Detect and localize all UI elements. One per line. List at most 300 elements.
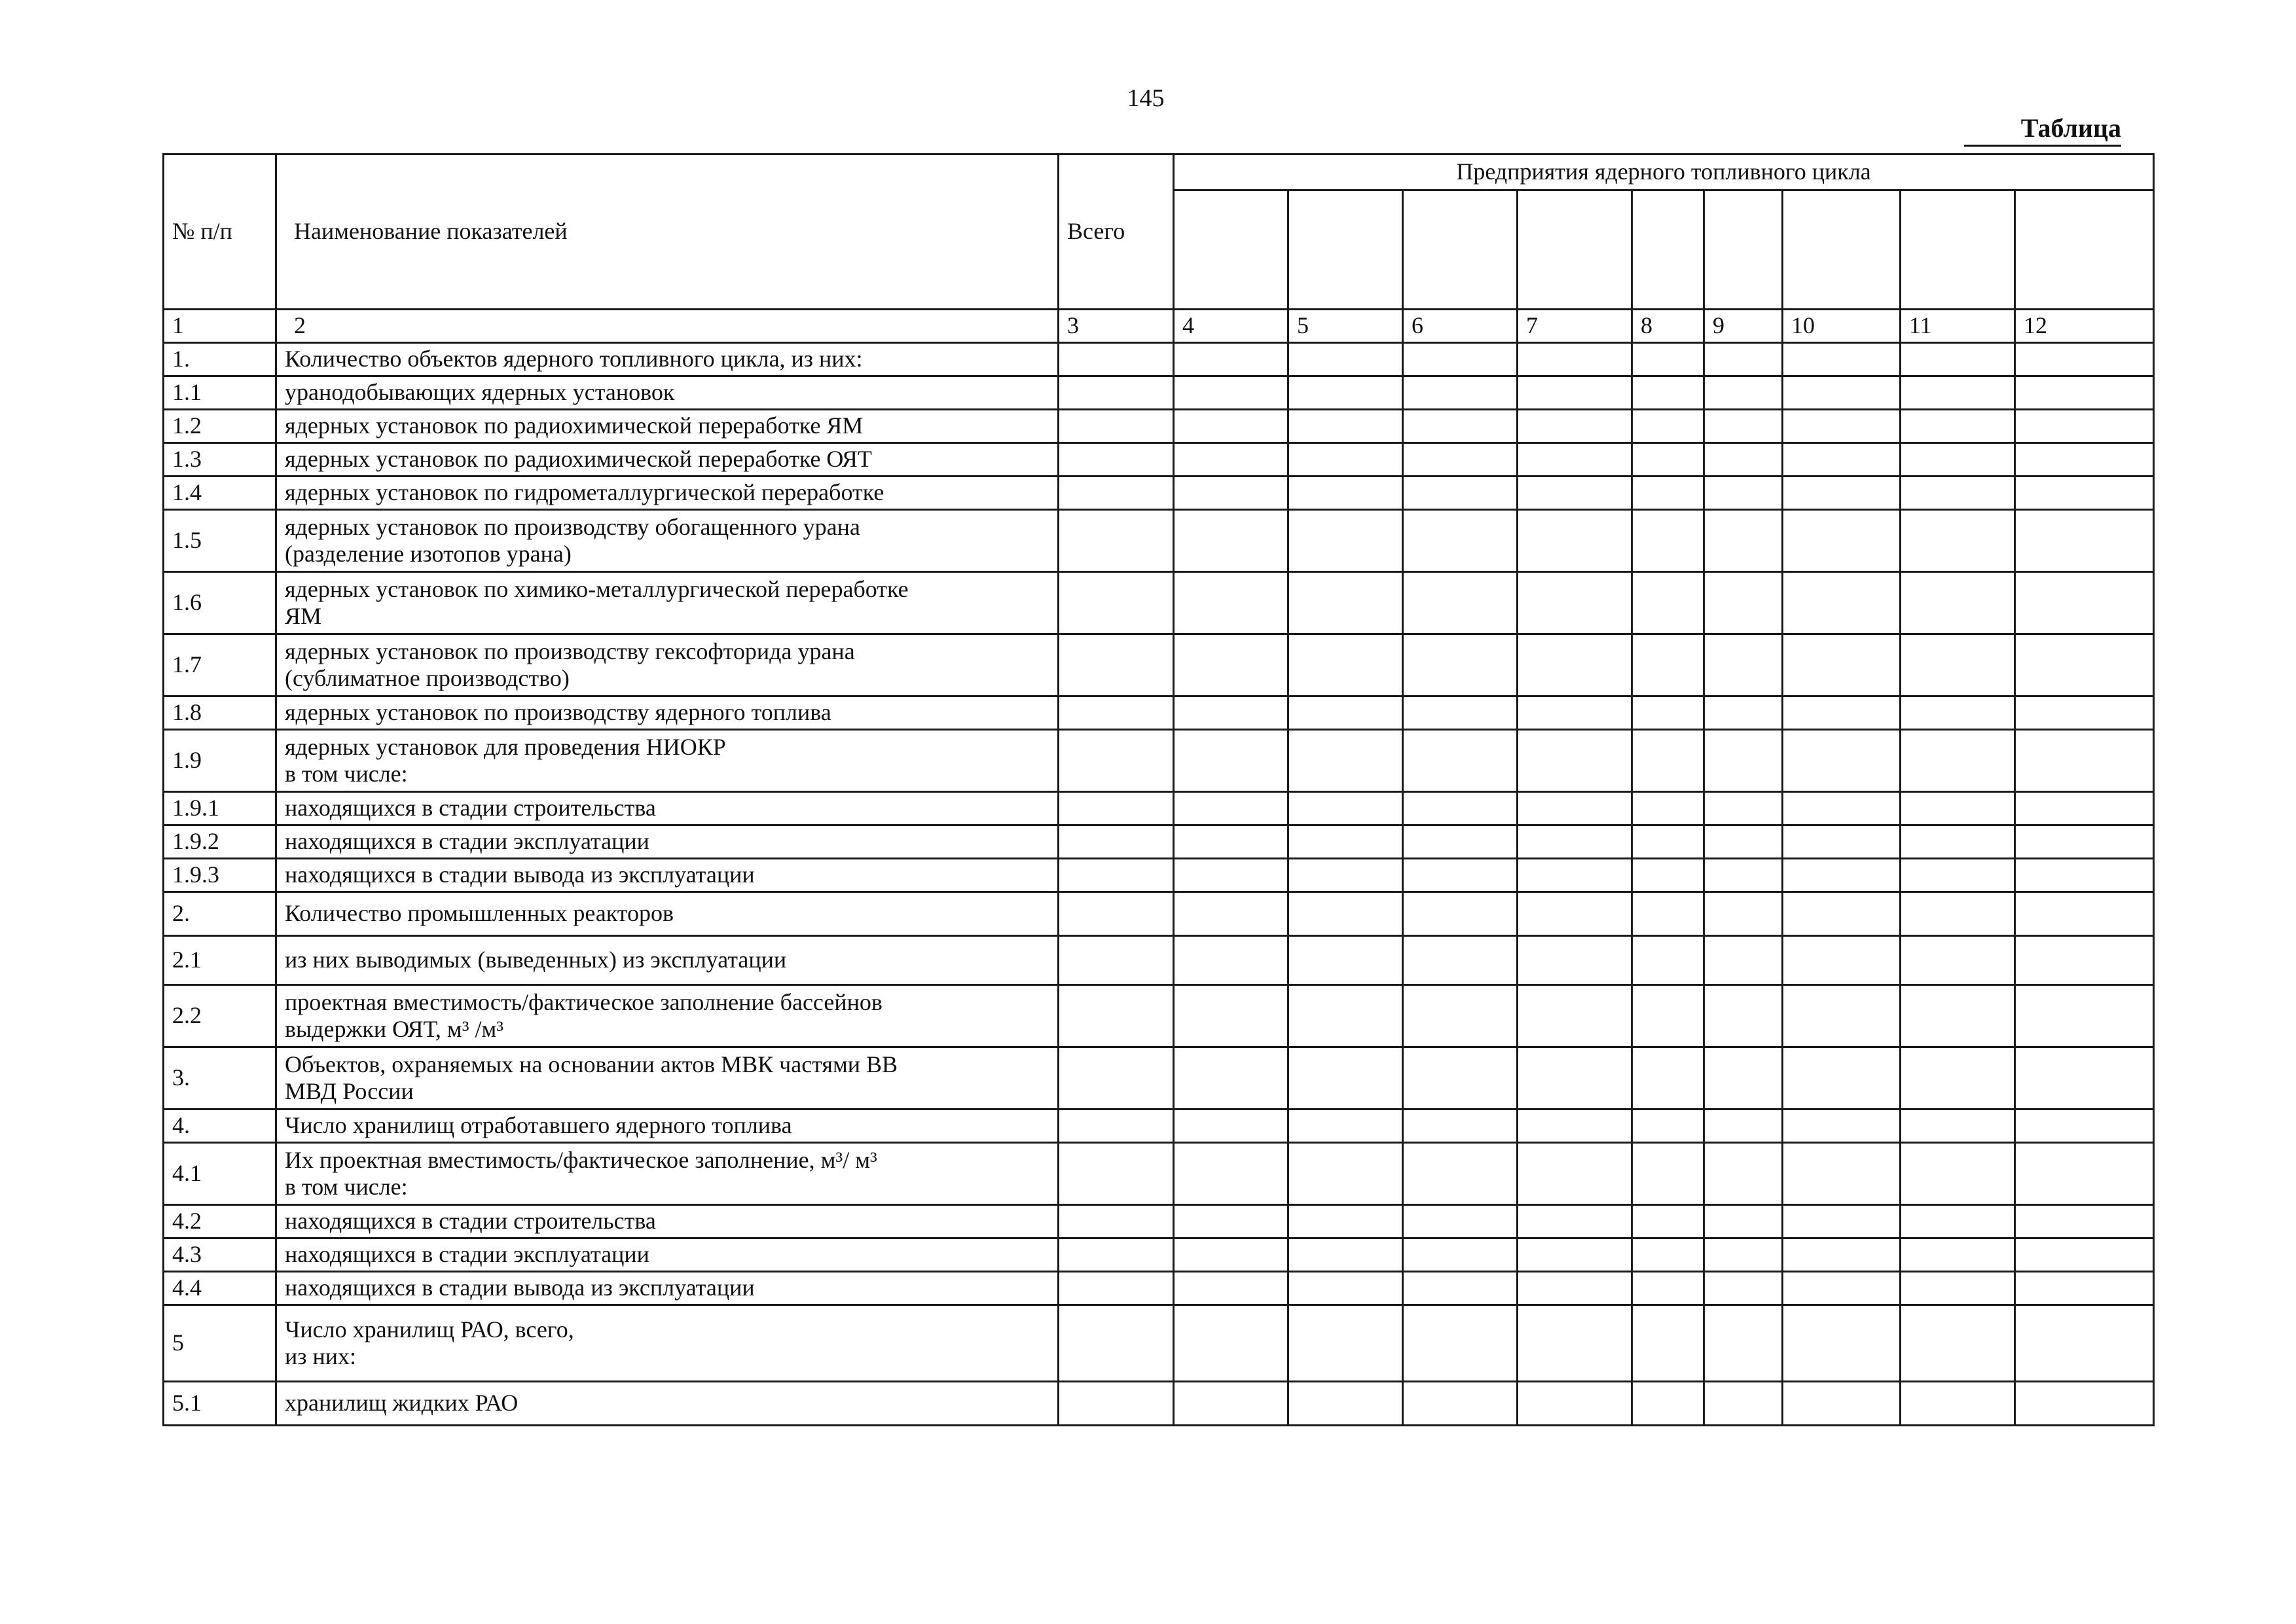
value-cell [1403, 1382, 1518, 1426]
value-cell [1288, 1110, 1403, 1143]
value-cell [1704, 1143, 1783, 1205]
value-cell [1403, 477, 1518, 510]
value-cell [1059, 825, 1174, 859]
row-code: 2. [164, 892, 276, 936]
value-cell [1783, 1272, 1901, 1305]
value-cell [1518, 1238, 1632, 1272]
value-cell [1288, 634, 1403, 696]
value-cell [1901, 1143, 2015, 1205]
value-cell [1901, 1110, 2015, 1143]
value-cell [1059, 477, 1174, 510]
value-cell [1704, 477, 1783, 510]
value-cell [1403, 1143, 1518, 1205]
value-cell [1059, 572, 1174, 634]
value-cell [1783, 936, 1901, 985]
value-cell [1704, 1382, 1783, 1426]
value-cell [1288, 1272, 1403, 1305]
value-cell [1632, 1047, 1704, 1110]
row-label: ядерных установок по гидрометаллургической переработке [276, 477, 1059, 510]
header-enterprise-cell [1174, 190, 1288, 310]
value-cell [2015, 1143, 2154, 1205]
header-enterprise-cell [1632, 190, 1704, 310]
value-cell [1288, 1382, 1403, 1426]
value-cell [1174, 859, 1288, 892]
row-code: 1. [164, 343, 276, 376]
column-number: 10 [1783, 310, 1901, 343]
value-cell [2015, 936, 2154, 985]
table-body [164, 343, 2154, 1426]
value-cell [1288, 1047, 1403, 1110]
value-cell [1783, 572, 1901, 634]
value-cell [1783, 443, 1901, 477]
value-cell [1901, 1047, 2015, 1110]
value-cell [1632, 1272, 1704, 1305]
row-label: ядерных установок по радиохимической переработке ОЯТ [276, 443, 1059, 477]
value-cell [1059, 1272, 1174, 1305]
value-cell [2015, 696, 2154, 730]
table-row [164, 730, 2154, 792]
value-cell [1403, 792, 1518, 825]
value-cell [1403, 1238, 1518, 1272]
value-cell [1403, 936, 1518, 985]
row-label: ядерных установок по производству обогащенного урана (разделение изотопов урана) [276, 510, 1059, 572]
value-cell [1518, 1272, 1632, 1305]
value-cell [1174, 792, 1288, 825]
value-cell [1174, 443, 1288, 477]
table-row [164, 1382, 2154, 1426]
value-cell [1704, 936, 1783, 985]
value-cell [1403, 730, 1518, 792]
value-cell [1174, 1205, 1288, 1238]
value-cell [2015, 410, 2154, 443]
value-cell [1704, 1110, 1783, 1143]
row-label: Число хранилищ РАО, всего, из них: [276, 1305, 1059, 1382]
value-cell [1174, 376, 1288, 410]
value-cell [1632, 410, 1704, 443]
value-cell [1288, 1305, 1403, 1382]
value-cell [1901, 443, 2015, 477]
value-cell [1288, 1238, 1403, 1272]
value-cell [1059, 892, 1174, 936]
value-cell [1901, 1205, 2015, 1238]
data-table [162, 153, 2155, 1426]
value-cell [2015, 376, 2154, 410]
column-number: 6 [1403, 310, 1518, 343]
value-cell [1632, 730, 1704, 792]
value-cell [1059, 859, 1174, 892]
value-cell [1632, 1238, 1704, 1272]
table-title: Таблица [1964, 113, 2121, 147]
value-cell [1059, 1238, 1174, 1272]
table-row [164, 892, 2154, 936]
value-cell [1632, 572, 1704, 634]
value-cell [1901, 343, 2015, 376]
value-cell [1059, 510, 1174, 572]
value-cell [1901, 696, 2015, 730]
value-cell [1174, 1143, 1288, 1205]
table-row [164, 343, 2154, 376]
value-cell [1288, 696, 1403, 730]
value-cell [1704, 376, 1783, 410]
row-code: 4.4 [164, 1272, 276, 1305]
value-cell [1783, 1110, 1901, 1143]
page-number: 145 [1127, 84, 1165, 112]
table-row [164, 1272, 2154, 1305]
value-cell [1059, 1382, 1174, 1426]
value-cell [2015, 1382, 2154, 1426]
value-cell [1288, 892, 1403, 936]
row-code: 1.2 [164, 410, 276, 443]
value-cell [1632, 825, 1704, 859]
value-cell [2015, 892, 2154, 936]
value-cell [1059, 696, 1174, 730]
value-cell [1403, 1047, 1518, 1110]
value-cell [1704, 443, 1783, 477]
value-cell [1704, 696, 1783, 730]
value-cell [1901, 634, 2015, 696]
value-cell [1783, 1143, 1901, 1205]
table-row [164, 634, 2154, 696]
value-cell [1059, 1205, 1174, 1238]
value-cell [1403, 1305, 1518, 1382]
column-number: 12 [2015, 310, 2154, 343]
row-code: 1.6 [164, 572, 276, 634]
row-label: Объектов, охраняемых на основании актов МВК частями ВВ МВД России [276, 1047, 1059, 1110]
value-cell [1704, 1305, 1783, 1382]
value-cell [1288, 1143, 1403, 1205]
column-number: 1 [164, 310, 276, 343]
value-cell [1288, 510, 1403, 572]
value-cell [1059, 985, 1174, 1047]
row-label: ядерных установок по радиохимической переработке ЯМ [276, 410, 1059, 443]
value-cell [1632, 1382, 1704, 1426]
value-cell [1901, 477, 2015, 510]
value-cell [1518, 1110, 1632, 1143]
row-code: 1.9.3 [164, 859, 276, 892]
value-cell [2015, 792, 2154, 825]
value-cell [1174, 1110, 1288, 1143]
value-cell [1783, 825, 1901, 859]
table-row [164, 1110, 2154, 1143]
value-cell [1403, 376, 1518, 410]
value-cell [1174, 1238, 1288, 1272]
value-cell [1059, 634, 1174, 696]
value-cell [1403, 343, 1518, 376]
value-cell [1518, 1305, 1632, 1382]
value-cell [1783, 1205, 1901, 1238]
value-cell [1783, 376, 1901, 410]
value-cell [1059, 376, 1174, 410]
header-name: Наименование показателей [276, 154, 1059, 310]
row-code: 4.2 [164, 1205, 276, 1238]
value-cell [1518, 443, 1632, 477]
value-cell [1632, 696, 1704, 730]
value-cell [1704, 572, 1783, 634]
value-cell [1403, 443, 1518, 477]
value-cell [1783, 343, 1901, 376]
value-cell [1783, 792, 1901, 825]
row-code: 1.1 [164, 376, 276, 410]
value-cell [1403, 859, 1518, 892]
row-code: 1.7 [164, 634, 276, 696]
value-cell [1403, 892, 1518, 936]
table-row [164, 1238, 2154, 1272]
row-label: уранодобывающих ядерных установок [276, 376, 1059, 410]
value-cell [1783, 859, 1901, 892]
value-cell [1403, 825, 1518, 859]
value-cell [1518, 477, 1632, 510]
value-cell [1518, 1205, 1632, 1238]
value-cell [1288, 376, 1403, 410]
value-cell [1901, 985, 2015, 1047]
value-cell [1403, 1205, 1518, 1238]
value-cell [1518, 792, 1632, 825]
row-code: 1.9.2 [164, 825, 276, 859]
value-cell [1901, 572, 2015, 634]
value-cell [1174, 825, 1288, 859]
row-label: находящихся в стадии вывода из эксплуатации [276, 859, 1059, 892]
value-cell [2015, 634, 2154, 696]
value-cell [2015, 1238, 2154, 1272]
value-cell [1174, 1305, 1288, 1382]
value-cell [1901, 1382, 2015, 1426]
value-cell [1783, 1382, 1901, 1426]
header-enterprise-cell [1783, 190, 1901, 310]
value-cell [2015, 343, 2154, 376]
value-cell [1704, 892, 1783, 936]
value-cell [1783, 1305, 1901, 1382]
table-row [164, 1305, 2154, 1382]
value-cell [1059, 443, 1174, 477]
row-code: 4.1 [164, 1143, 276, 1205]
header-enterprise-cell [1403, 190, 1518, 310]
value-cell [2015, 510, 2154, 572]
header-enterprise-cell [1901, 190, 2015, 310]
row-label: ядерных установок для проведения НИОКР в том числе: [276, 730, 1059, 792]
value-cell [1518, 1047, 1632, 1110]
row-code: 2.1 [164, 936, 276, 985]
value-cell [1518, 376, 1632, 410]
value-cell [1288, 985, 1403, 1047]
row-code: 5.1 [164, 1382, 276, 1426]
row-label: находящихся в стадии вывода из эксплуатации [276, 1272, 1059, 1305]
value-cell [1174, 936, 1288, 985]
value-cell [1704, 792, 1783, 825]
value-cell [1901, 376, 2015, 410]
table-row [164, 1047, 2154, 1110]
value-cell [1403, 510, 1518, 572]
value-cell [1403, 985, 1518, 1047]
value-cell [1632, 792, 1704, 825]
value-cell [1288, 1205, 1403, 1238]
value-cell [1518, 985, 1632, 1047]
table-row [164, 696, 2154, 730]
table-row [164, 510, 2154, 572]
value-cell [1704, 1205, 1783, 1238]
value-cell [1901, 730, 2015, 792]
value-cell [1632, 376, 1704, 410]
value-cell [1783, 730, 1901, 792]
value-cell [1288, 936, 1403, 985]
header-enterprise-cell [1288, 190, 1403, 310]
value-cell [1059, 936, 1174, 985]
value-cell [2015, 825, 2154, 859]
value-cell [1174, 1382, 1288, 1426]
row-code: 1.3 [164, 443, 276, 477]
value-cell [1518, 343, 1632, 376]
value-cell [1059, 410, 1174, 443]
value-cell [1783, 892, 1901, 936]
row-label: находящихся в стадии строительства [276, 792, 1059, 825]
value-cell [1901, 792, 2015, 825]
value-cell [1288, 792, 1403, 825]
value-cell [1783, 634, 1901, 696]
value-cell [1174, 1047, 1288, 1110]
row-code: 1.4 [164, 477, 276, 510]
value-cell [1901, 1272, 2015, 1305]
header-total: Всего [1059, 154, 1174, 310]
value-cell [1518, 892, 1632, 936]
value-cell [1518, 634, 1632, 696]
value-cell [1518, 510, 1632, 572]
column-number: 5 [1288, 310, 1403, 343]
value-cell [2015, 1047, 2154, 1110]
row-code: 1.9 [164, 730, 276, 792]
table-row [164, 410, 2154, 443]
value-cell [2015, 1305, 2154, 1382]
value-cell [1704, 730, 1783, 792]
value-cell [1174, 696, 1288, 730]
value-cell [1403, 572, 1518, 634]
value-cell [1632, 1143, 1704, 1205]
column-number-row [164, 310, 2154, 343]
value-cell [1288, 410, 1403, 443]
column-number: 9 [1704, 310, 1783, 343]
value-cell [1783, 1047, 1901, 1110]
value-cell [2015, 1205, 2154, 1238]
value-cell [2015, 730, 2154, 792]
value-cell [1403, 696, 1518, 730]
value-cell [1174, 477, 1288, 510]
row-label: находящихся в стадии эксплуатации [276, 825, 1059, 859]
value-cell [1901, 510, 2015, 572]
value-cell [1783, 477, 1901, 510]
value-cell [1518, 696, 1632, 730]
value-cell [1704, 410, 1783, 443]
value-cell [1174, 343, 1288, 376]
value-cell [1783, 1238, 1901, 1272]
header-enterprise-cell [1704, 190, 1783, 310]
row-code: 3. [164, 1047, 276, 1110]
table-row [164, 572, 2154, 634]
value-cell [1632, 859, 1704, 892]
value-cell [1901, 1305, 2015, 1382]
value-cell [1059, 1143, 1174, 1205]
column-number: 3 [1059, 310, 1174, 343]
table-row [164, 376, 2154, 410]
value-cell [1632, 443, 1704, 477]
value-cell [1632, 985, 1704, 1047]
value-cell [1288, 859, 1403, 892]
header-enterprise-cell [1518, 190, 1632, 310]
value-cell [1632, 510, 1704, 572]
value-cell [1704, 1047, 1783, 1110]
row-code: 2.2 [164, 985, 276, 1047]
row-label: из них выводимых (выведенных) из эксплуатации [276, 936, 1059, 985]
value-cell [1704, 1272, 1783, 1305]
table-row [164, 1205, 2154, 1238]
value-cell [1704, 634, 1783, 696]
value-cell [1632, 892, 1704, 936]
value-cell [1059, 343, 1174, 376]
column-number: 7 [1518, 310, 1632, 343]
row-label: ядерных установок по химико-металлургической переработке ЯМ [276, 572, 1059, 634]
value-cell [1901, 936, 2015, 985]
value-cell [1632, 634, 1704, 696]
row-label: находящихся в стадии эксплуатации [276, 1238, 1059, 1272]
value-cell [1174, 572, 1288, 634]
value-cell [1288, 443, 1403, 477]
row-label: ядерных установок по производству гексофторида урана (сублиматное производство) [276, 634, 1059, 696]
value-cell [1288, 477, 1403, 510]
value-cell [1174, 410, 1288, 443]
table-row [164, 443, 2154, 477]
value-cell [1518, 825, 1632, 859]
value-cell [2015, 859, 2154, 892]
value-cell [1783, 510, 1901, 572]
table-row [164, 859, 2154, 892]
value-cell [1059, 1305, 1174, 1382]
row-label: проектная вместимость/фактическое заполнение бассейнов выдержки ОЯТ, м³ /м³ [276, 985, 1059, 1047]
value-cell [1783, 985, 1901, 1047]
row-label: ядерных установок по производству ядерного топлива [276, 696, 1059, 730]
value-cell [1288, 343, 1403, 376]
table-row [164, 792, 2154, 825]
row-label: Количество промышленных реакторов [276, 892, 1059, 936]
value-cell [1174, 730, 1288, 792]
value-cell [1901, 892, 2015, 936]
value-cell [1403, 634, 1518, 696]
value-cell [1403, 1110, 1518, 1143]
value-cell [1059, 730, 1174, 792]
table-row [164, 985, 2154, 1047]
value-cell [1632, 1205, 1704, 1238]
value-cell [1403, 1272, 1518, 1305]
column-number: 11 [1901, 310, 2015, 343]
table-row [164, 477, 2154, 510]
value-cell [1518, 1143, 1632, 1205]
header-enterprises-group: Предприятия ядерного топливного цикла [1174, 154, 2154, 190]
value-cell [1704, 1238, 1783, 1272]
value-cell [1174, 1272, 1288, 1305]
value-cell [1632, 477, 1704, 510]
value-cell [2015, 443, 2154, 477]
value-cell [1059, 792, 1174, 825]
value-cell [1174, 510, 1288, 572]
header-num: № п/п [164, 154, 276, 310]
value-cell [1403, 410, 1518, 443]
row-code: 1.5 [164, 510, 276, 572]
value-cell [1704, 343, 1783, 376]
value-cell [1288, 730, 1403, 792]
value-cell [1059, 1047, 1174, 1110]
value-cell [1174, 892, 1288, 936]
value-cell [1518, 572, 1632, 634]
value-cell [1704, 985, 1783, 1047]
value-cell [1518, 410, 1632, 443]
row-code: 4.3 [164, 1238, 276, 1272]
value-cell [1174, 634, 1288, 696]
